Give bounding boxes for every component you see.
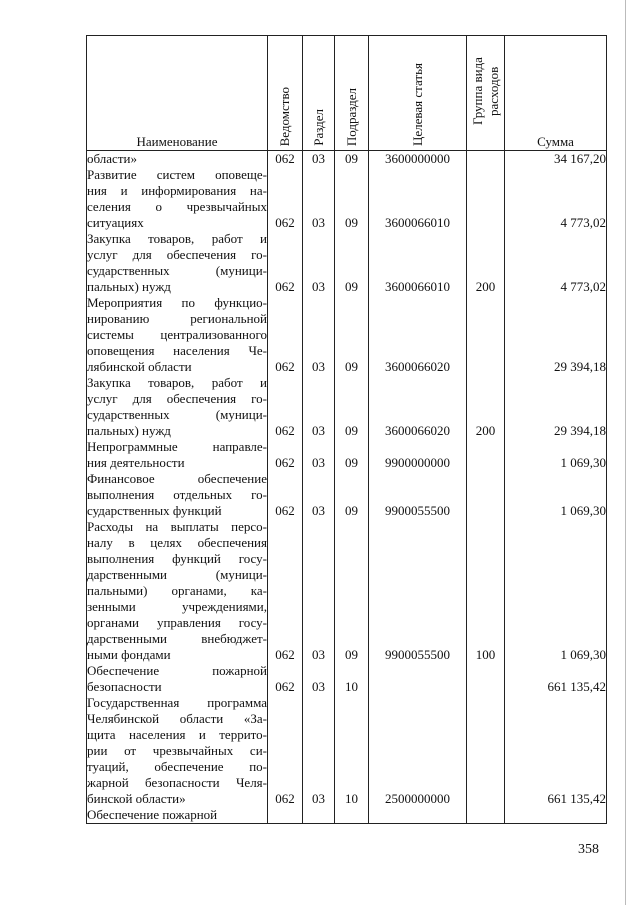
row-name-line: нированию региональной [87, 311, 267, 326]
header-sum: Сумма [505, 36, 607, 151]
row-name-line: дарственными внебюджет- [87, 631, 267, 646]
header-row [87, 36, 607, 151]
row-target-cell: 9900000000 [369, 439, 467, 471]
row-ministry-cell: 062 [268, 471, 303, 519]
table-row [87, 231, 607, 295]
row-name-cell [87, 471, 268, 519]
row-group-cell [467, 807, 505, 824]
header-target-label: Целевая статья [409, 62, 425, 146]
row-target-cell: 3600066010 [369, 167, 467, 231]
page-number: 358 [578, 842, 599, 857]
row-ministry-cell: 062 [268, 231, 303, 295]
row-subsection-cell: 09 [335, 151, 369, 168]
table-body [87, 151, 607, 824]
row-group-cell [467, 439, 505, 471]
row-name-line: жарной безопасности Челя- [87, 775, 267, 790]
row-ministry-cell: 062 [268, 295, 303, 375]
budget-table [86, 35, 607, 824]
row-sum-cell: 1 069,30 [505, 519, 607, 663]
row-name-cell [87, 439, 268, 471]
row-ministry-cell: 062 [268, 439, 303, 471]
row-subsection-cell: 09 [335, 375, 369, 439]
row-sum-cell: 1 069,30 [505, 439, 607, 471]
row-target-cell: 3600000000 [369, 151, 467, 168]
row-name-line: области» [87, 151, 137, 166]
table-row [87, 439, 607, 471]
row-name-line: щита населения и террито- [87, 727, 267, 742]
row-section-cell: 03 [303, 295, 335, 375]
row-target-cell: 9900055500 [369, 471, 467, 519]
header-section [303, 36, 335, 151]
row-name-line: Обеспечение пожарной [87, 807, 218, 822]
row-name-cell [87, 231, 268, 295]
header-target [369, 36, 467, 151]
row-subsection-cell: 09 [335, 471, 369, 519]
row-ministry-cell: 062 [268, 167, 303, 231]
row-sum-cell: 34 167,20 [505, 151, 607, 168]
row-name-line: сударственных (муници- [87, 407, 267, 422]
row-ministry-cell: 062 [268, 151, 303, 168]
row-subsection-cell: 09 [335, 295, 369, 375]
row-group-cell [467, 295, 505, 375]
row-name-line: Закупка товаров, работ и [87, 375, 267, 390]
row-target-cell: 3600066010 [369, 231, 467, 295]
row-group-cell: 200 [467, 231, 505, 295]
table-row [87, 471, 607, 519]
row-target-cell: 3600066020 [369, 375, 467, 439]
row-subsection-cell: 09 [335, 519, 369, 663]
row-subsection-cell: 09 [335, 231, 369, 295]
row-name-cell [87, 663, 268, 695]
table-row [87, 167, 607, 231]
row-name-line: услуг для обеспечения го- [87, 247, 267, 262]
header-ministry-label: Ведомство [277, 86, 292, 146]
row-ministry-cell: 062 [268, 375, 303, 439]
row-sum-cell: 1 069,30 [505, 471, 607, 519]
table-row [87, 375, 607, 439]
row-group-cell [467, 167, 505, 231]
row-sum-cell: 29 394,18 [505, 295, 607, 375]
row-section-cell: 03 [303, 167, 335, 231]
row-name-cell [87, 519, 268, 663]
row-name-line: Мероприятия по функцио- [87, 295, 267, 310]
row-name-line: дарственными (муници- [87, 567, 267, 582]
row-group-cell: 200 [467, 375, 505, 439]
row-sum-cell: 4 773,02 [505, 231, 607, 295]
row-section-cell: 03 [303, 695, 335, 807]
row-name-line: селения о чрезвычайных [87, 199, 267, 214]
row-name-line: ситуациях [87, 215, 144, 230]
page-edge-line [625, 0, 626, 905]
table-row [87, 295, 607, 375]
row-name-line: ния деятельности [87, 455, 185, 470]
row-name-line: лябинской области [87, 359, 192, 374]
row-section-cell [303, 807, 335, 824]
row-name-line: органами управления госу- [87, 615, 267, 630]
row-section-cell: 03 [303, 471, 335, 519]
table-row [87, 151, 607, 168]
table-row [87, 695, 607, 807]
row-name-line: рии от чрезвычайных си- [87, 743, 267, 758]
header-name: Наименование [87, 36, 268, 151]
header-group-label: Группа вида расходов [469, 57, 501, 125]
row-name-line: сударственных функций [87, 503, 222, 518]
row-ministry-cell: 062 [268, 663, 303, 695]
header-group [467, 36, 505, 151]
row-name-line: системы централизованного [87, 327, 267, 342]
row-name-line: Развитие систем оповеще- [87, 167, 267, 182]
row-name-line: бинской области» [87, 791, 186, 806]
row-section-cell: 03 [303, 375, 335, 439]
row-sum-cell [505, 807, 607, 824]
row-name-line: выполнения функций госу- [87, 551, 267, 566]
row-name-line: ния и информирования на- [87, 183, 267, 198]
row-section-cell: 03 [303, 231, 335, 295]
row-name-cell [87, 375, 268, 439]
row-name-line: Непрограммные направле- [87, 439, 267, 454]
row-target-cell [369, 663, 467, 695]
row-name-line: безопасности [87, 679, 162, 694]
row-name-line: Государственная программа [87, 695, 267, 710]
row-name-line: выполнения отдельных го- [87, 487, 267, 502]
row-group-cell: 100 [467, 519, 505, 663]
row-ministry-cell: 062 [268, 695, 303, 807]
row-name-line: туаций, обеспечение по- [87, 759, 267, 774]
row-section-cell: 03 [303, 439, 335, 471]
header-ministry [268, 36, 303, 151]
row-sum-cell: 661 135,42 [505, 663, 607, 695]
row-name-line: Закупка товаров, работ и [87, 231, 267, 246]
table-row [87, 663, 607, 695]
row-name-line: услуг для обеспечения го- [87, 391, 267, 406]
row-section-cell: 03 [303, 663, 335, 695]
row-name-line: Расходы на выплаты персо- [87, 519, 267, 534]
row-subsection-cell: 09 [335, 439, 369, 471]
row-name-cell [87, 695, 268, 807]
row-target-cell: 9900055500 [369, 519, 467, 663]
row-subsection-cell: 09 [335, 167, 369, 231]
header-subsection-label: Подраздел [343, 87, 359, 146]
row-name-line: сударственных (муници- [87, 263, 267, 278]
header-section-label: Раздел [310, 109, 326, 146]
row-sum-cell: 4 773,02 [505, 167, 607, 231]
row-subsection-cell: 10 [335, 695, 369, 807]
row-name-line: Челябинской области «За- [87, 711, 267, 726]
row-ministry-cell [268, 807, 303, 824]
row-name-cell [87, 151, 268, 168]
row-target-cell [369, 807, 467, 824]
header-subsection [335, 36, 369, 151]
row-name-line: пальных) нужд [87, 279, 171, 294]
row-subsection-cell [335, 807, 369, 824]
row-group-cell [467, 695, 505, 807]
row-name-line: налу в целях обеспечения [87, 535, 267, 550]
row-group-cell [467, 151, 505, 168]
row-name-line: оповещения населения Че- [87, 343, 267, 358]
row-name-line: пальных) нужд [87, 423, 171, 438]
row-ministry-cell: 062 [268, 519, 303, 663]
row-target-cell: 3600066020 [369, 295, 467, 375]
row-name-cell [87, 295, 268, 375]
row-group-cell [467, 471, 505, 519]
row-sum-cell: 29 394,18 [505, 375, 607, 439]
row-section-cell: 03 [303, 519, 335, 663]
table-row [87, 807, 607, 824]
row-section-cell: 03 [303, 151, 335, 168]
row-name-cell [87, 167, 268, 231]
row-name-line: ными фондами [87, 647, 171, 662]
row-name-cell [87, 807, 268, 824]
row-name-line: зенными учреждениями, [87, 599, 267, 614]
row-name-line: Обеспечение пожарной [87, 663, 267, 678]
table-row [87, 519, 607, 663]
row-name-line: Финансовое обеспечение [87, 471, 267, 486]
row-sum-cell: 661 135,42 [505, 695, 607, 807]
row-name-line: пальными) органами, ка- [87, 583, 267, 598]
row-target-cell: 2500000000 [369, 695, 467, 807]
row-subsection-cell: 10 [335, 663, 369, 695]
row-group-cell [467, 663, 505, 695]
